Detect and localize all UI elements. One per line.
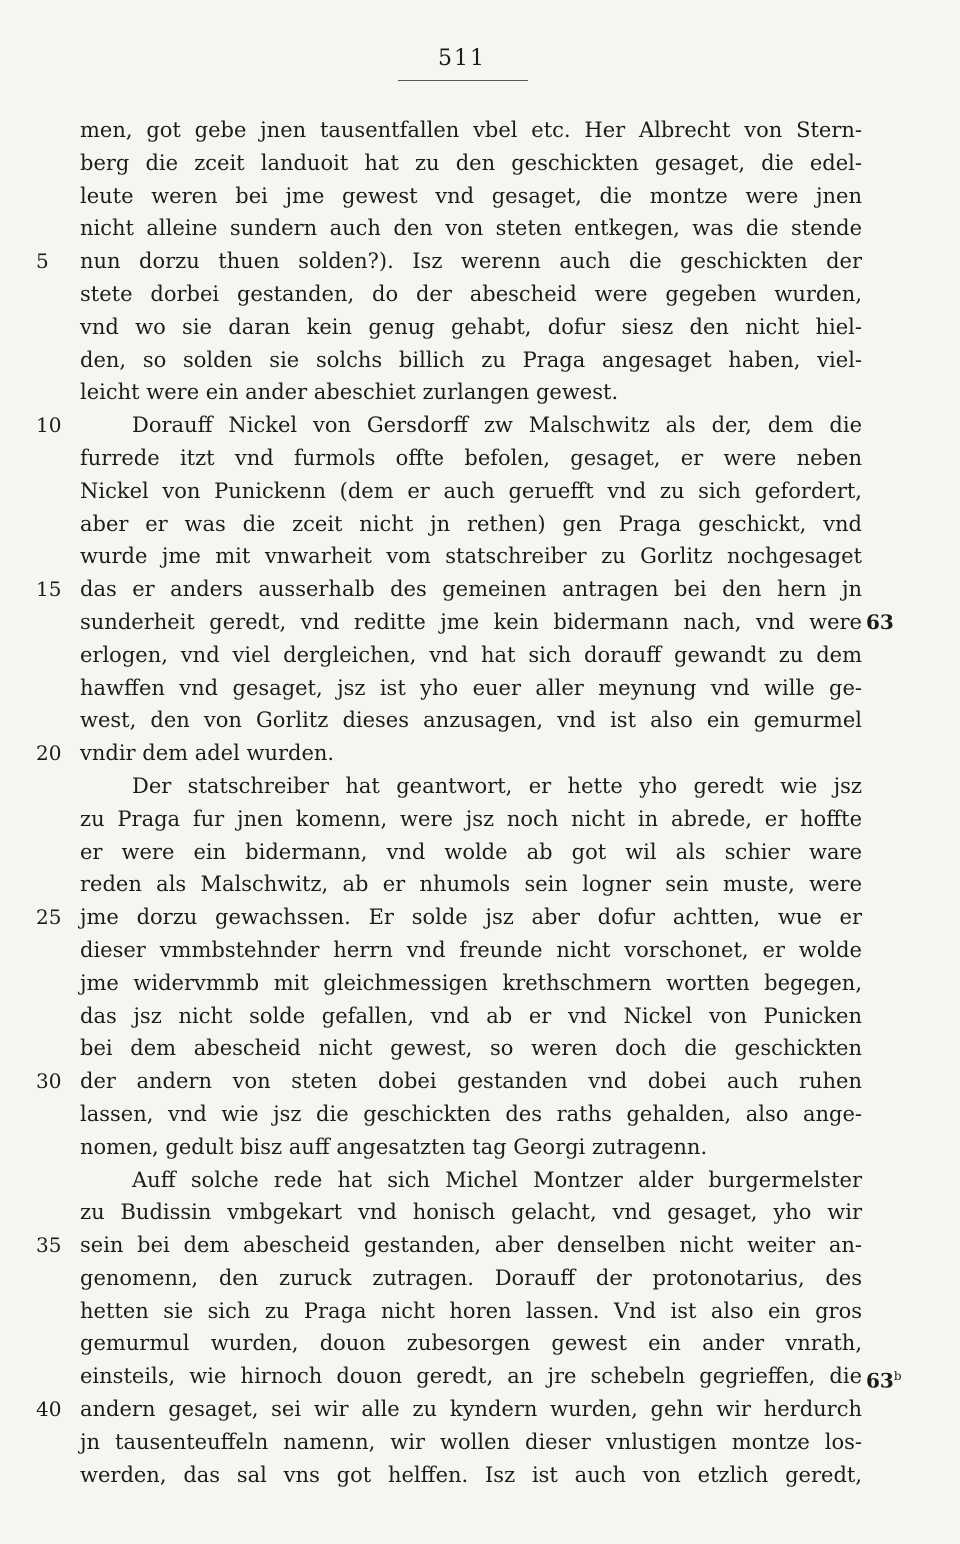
text-line: [0, 1131, 960, 1164]
text-line: [0, 836, 960, 869]
text-line: [0, 1360, 960, 1393]
text-line: [0, 934, 960, 967]
line-text: bei dem abescheid nicht gewest, so weren doch die geschickten: [80, 1036, 862, 1061]
text-line: [0, 672, 960, 705]
line-text: aber er was die zceit nicht jn rethen) gen Praga geschickt, vnd: [80, 511, 862, 536]
line-text: das er anders ausserhalb des gemeinen antragen bei den hern jn: [80, 577, 862, 602]
line-text: den, so solden sie solchs billich zu Praga angesaget haben, viel-: [80, 347, 862, 372]
line-text: wurde jme mit vnwarheit vom statschreiber zu Gorlitz nochgesaget: [80, 544, 862, 569]
margin-note-suffix: b: [893, 1369, 902, 1384]
line-text: einsteils, wie hirnoch douon geredt, an jre schebeln gegrieffen, die: [80, 1364, 862, 1389]
line-text: nicht alleine sundern auch den von steten entkegen, was die stende: [80, 216, 862, 241]
text-line: [0, 868, 960, 901]
text-block: [0, 114, 960, 1491]
text-line: [0, 1327, 960, 1360]
line-text: erlogen, vnd viel dergleichen, vnd hat sich dorauff gewandt zu dem: [80, 642, 862, 667]
line-text: zu Praga fur jnen komenn, were jsz noch nicht in abrede, er hoffte: [80, 806, 862, 831]
text-line: [0, 967, 960, 1000]
line-text: jn tausenteuffeln namenn, wir wollen dieser vnlustigen montze los-: [80, 1429, 862, 1454]
margin-note: [866, 606, 956, 639]
text-line: [0, 1262, 960, 1295]
text-line: [0, 1426, 960, 1459]
text-line: [0, 475, 960, 508]
line-text: stete dorbei gestanden, do der abescheid were gegeben wurden,: [80, 281, 862, 306]
line-text: der andern von steten dobei gestanden vnd dobei auch ruhen: [80, 1069, 862, 1094]
line-text: Der statschreiber hat geantwort, er hette yho geredt wie jsz: [132, 773, 862, 798]
line-text: jme widervmmb mit gleichmessigen krethschmern wortten begegen,: [80, 970, 862, 995]
line-text: reden als Malschwitz, ab er nhumols sein logner sein muste, were: [80, 872, 862, 897]
page-number-rule: [398, 80, 528, 81]
text-line: [0, 540, 960, 573]
line-text: Dorauff Nickel von Gersdorff zw Malschwitz als der, dem die: [132, 413, 862, 438]
line-text: jme dorzu gewachssen. Er solde jsz aber dofur achtten, wue er: [80, 905, 862, 930]
line-text: genomenn, den zuruck zutragen. Dorauff der protonotarius, des: [80, 1265, 862, 1290]
text-line: [0, 442, 960, 475]
line-text: west, den von Gorlitz dieses anzusagen, vnd ist also ein gemurmel: [80, 708, 862, 733]
text-line: [0, 344, 960, 377]
text-line: [0, 1000, 960, 1033]
line-number: 40: [36, 1397, 62, 1422]
text-line: [0, 573, 960, 606]
line-text: lassen, vnd wie jsz die geschickten des raths gehalden, also ange-: [80, 1101, 862, 1126]
line-text: leicht were ein ander abeschiet zurlangen gewest.: [80, 380, 619, 405]
line-text: berg die zceit landuoit hat zu den geschickten gesaget, die edel-: [80, 150, 862, 175]
line-text: sein bei dem abescheid gestanden, aber denselben nicht weiter an-: [80, 1233, 862, 1258]
text-line: [0, 1393, 960, 1426]
text-line: [0, 147, 960, 180]
margin-note-number: 63: [866, 1368, 894, 1393]
line-text: gemurmul wurden, douon zubesorgen gewest ein ander vnrath,: [80, 1331, 862, 1356]
text-line: [0, 704, 960, 737]
margin-note-number: 63: [866, 609, 894, 634]
line-text: das jsz nicht solde gefallen, vnd ab er vnd Nickel von Punicken: [80, 1003, 862, 1028]
text-line: [0, 606, 960, 639]
line-text: andern gesaget, sei wir alle zu kyndern wurden, gehn wir herdurch: [80, 1397, 862, 1422]
text-line: [0, 901, 960, 934]
line-number: 15: [36, 577, 62, 602]
line-number: 30: [36, 1069, 62, 1094]
line-text: vndir dem adel wurden.: [80, 741, 335, 766]
text-line: [0, 278, 960, 311]
text-line: [0, 1196, 960, 1229]
line-text: werden, das sal vns got helffen. Isz ist auch von etzlich geredt,: [80, 1462, 862, 1487]
text-line: [0, 803, 960, 836]
line-text: Nickel von Punickenn (dem er auch geruefft vnd zu sich gefordert,: [80, 478, 862, 503]
line-text: hawffen vnd gesaget, jsz ist yho euer aller meynung vnd wille ge-: [80, 675, 862, 700]
text-line: [0, 376, 960, 409]
line-text: zu Budissin vmbgekart vnd honisch gelacht, vnd gesaget, yho wir: [80, 1200, 862, 1225]
line-text: nomen, gedult bisz auff angesatzten tag Georgi zutragenn.: [80, 1134, 708, 1159]
text-line: [0, 212, 960, 245]
line-text: dieser vmmbstehnder herrn vnd freunde nicht vorschonet, er wolde: [80, 937, 862, 962]
text-line: [0, 1229, 960, 1262]
text-line: [0, 737, 960, 770]
line-number: 35: [36, 1233, 62, 1258]
text-line: [0, 1098, 960, 1131]
line-text: hetten sie sich zu Praga nicht horen lassen. Vnd ist also ein gros: [80, 1298, 862, 1323]
text-line: [0, 1459, 960, 1492]
text-line: [0, 1295, 960, 1328]
text-line: [0, 1164, 960, 1197]
text-line: [0, 245, 960, 278]
line-text: sunderheit geredt, vnd reditte jme kein bidermann nach, vnd were: [80, 609, 862, 634]
text-line: [0, 508, 960, 541]
text-line: [0, 409, 960, 442]
line-text: Auff solche rede hat sich Michel Montzer alder burgermelster: [132, 1167, 862, 1192]
text-line: [0, 311, 960, 344]
line-text: vnd wo sie daran kein genug gehabt, dofur siesz den nicht hiel-: [80, 314, 862, 339]
line-number: 10: [36, 413, 62, 438]
text-line: [0, 180, 960, 213]
text-line: [0, 1032, 960, 1065]
line-text: nun dorzu thuen solden?). Isz werenn auch die geschickten der: [80, 249, 862, 274]
line-text: men, got gebe jnen tausentfallen vbel etc. Her Albrecht von Stern-: [80, 118, 862, 142]
line-text: er were ein bidermann, vnd wolde ab got wil als schier ware: [80, 839, 862, 864]
line-text: leute weren bei jme gewest vnd gesaget, die montze were jnen: [80, 183, 862, 208]
line-text: furrede itzt vnd furmols offte befolen, gesaget, er were neben: [80, 445, 862, 470]
line-number: 20: [36, 741, 62, 766]
line-number: 5: [36, 249, 49, 274]
text-line: [0, 770, 960, 803]
text-line: [0, 114, 960, 147]
page-number: 511: [438, 46, 486, 71]
text-line: [0, 639, 960, 672]
line-number: 25: [36, 905, 62, 930]
text-line: [0, 1065, 960, 1098]
